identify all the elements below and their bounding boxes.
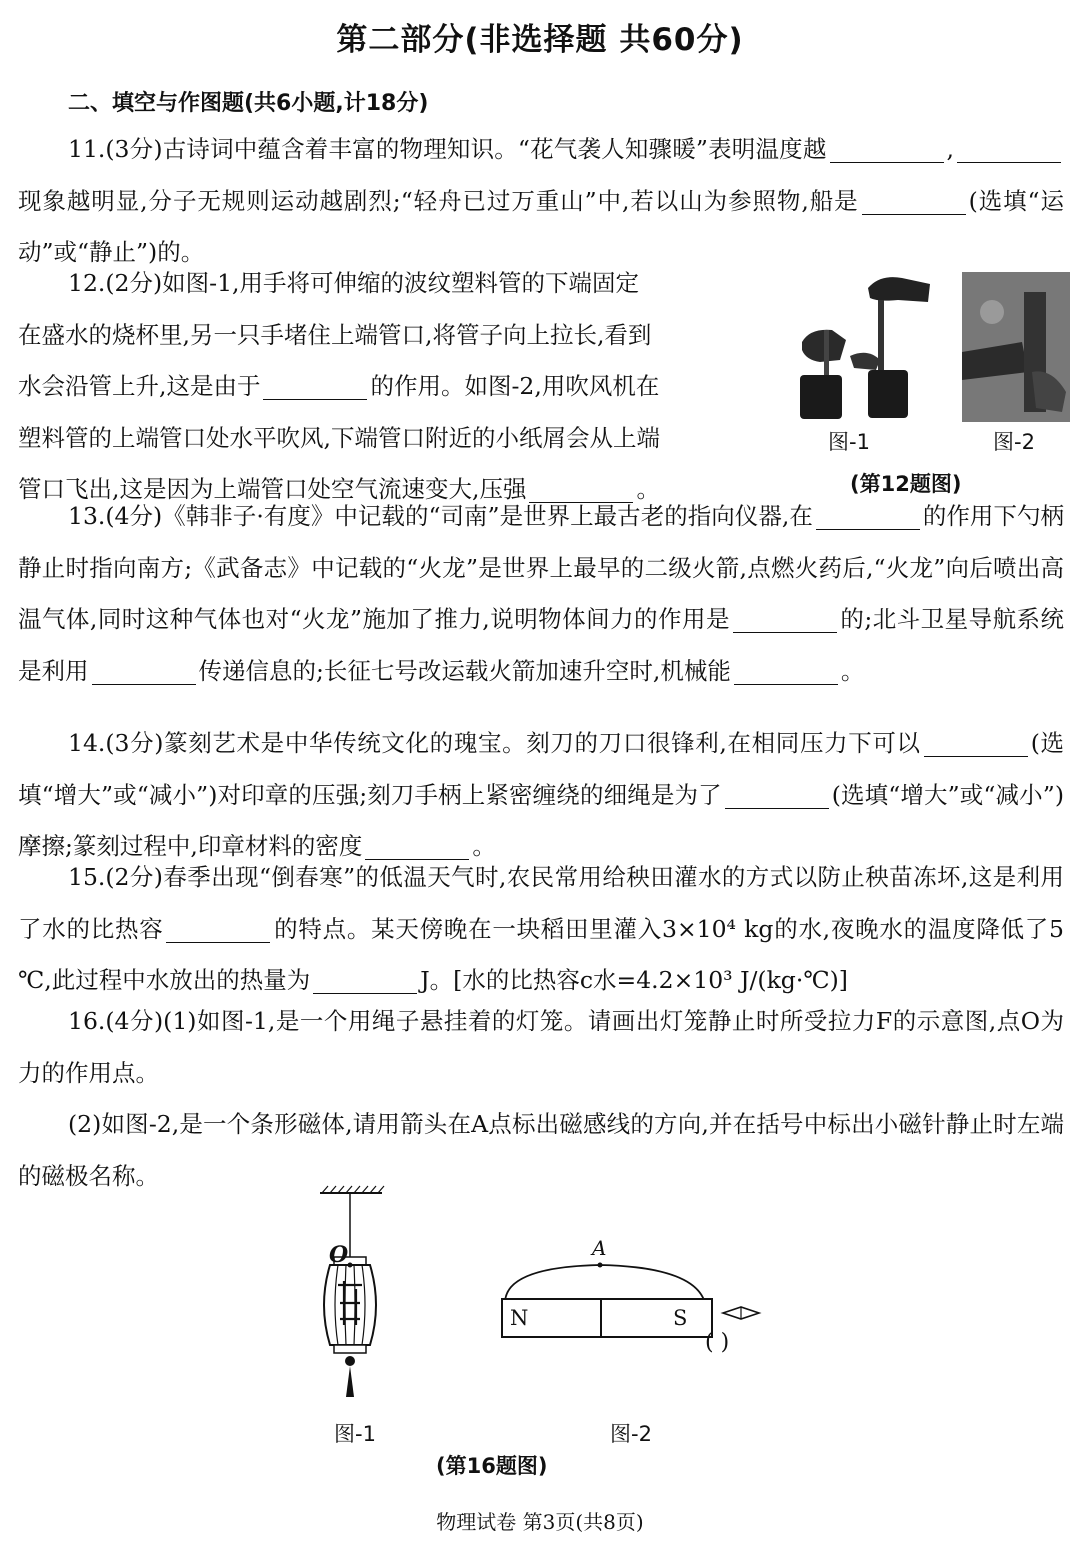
q15-text-1: 15.(2分)春季出现“倒春寒”的低温天气时,农民常用给秧田灌水的方式以防止秧苗冻坏,这是利用了水的比热容 [18,863,1064,943]
q11-blank-3[interactable] [862,184,966,215]
q13-blank-3[interactable] [92,654,196,685]
question-15 [18,852,1064,1007]
q16-label-a: A [592,1236,607,1260]
q14-text-4: 。 [472,832,496,860]
q13-text-2: 的作用下勺柄静止时指向南方;《武备志》中记载的“火龙”是世界上最早的二级火箭,点燃火药后,“火龙”向后喷出高温气体,同时这种气体也对“火龙”施加了推力,说明物体间力的作用是 [18,502,1064,633]
q16-label-s: S [673,1306,688,1330]
q11-text-4: (选填“运动”或“静止”)的。 [18,186,1064,266]
q13-text-3: 的;北斗卫星导航系统是利用 [18,605,1065,685]
q13-blank-1[interactable] [816,499,920,530]
q15-blank-2[interactable] [313,963,417,994]
q16-part-2: (2)如图-2,是一个条形磁体,请用箭头在A点标出磁感线的方向,并在括号中标出小磁针静止时左端的磁极名称。 [18,1110,1064,1190]
q12-line-2: 在盛水的烧杯里,另一只手堵住上端管口,将管子向上拉长,看到 [18,320,652,349]
q15-blank-1[interactable] [166,912,270,943]
page-footer: 物理试卷 第3页(共8页) [436,1510,644,1534]
question-11: 11.(3分)古诗词中蕴含着丰富的物理知识。“花气袭人知骤暖”表明温度越 ,现象越明显,分子无规则运动越剧烈;“轻舟已过万重山”中,若以山为参照物,船是 (选填“运动”或“静止”)的。 [18,124,1064,279]
q13-text-5: 。 [840,656,865,685]
section-heading: 二、填空与作图题(共6小题,计18分) [68,91,429,116]
q11-blank-1[interactable] [830,132,944,163]
q16-lantern-diagram [300,1185,410,1415]
q12-line-3a: 水会沿管上升,这是由于 [18,372,261,400]
q12-line-1: 12.(2分)如图-1,用手将可伸缩的波纹塑料管的下端固定 [68,269,640,297]
q16-magnet-diagram [485,1255,785,1355]
q11-text-2: 现象越明显,分子无规则运动越剧烈;“轻舟已过万重山”中,若以山为参照物, [18,186,809,215]
q12-figure-1-caption: 图-1 [828,430,870,454]
q13-blank-4[interactable] [734,654,838,685]
q12-blank-1[interactable] [263,369,367,400]
q12-line-3b: 的作用。如图-2,用吹风机在 [370,372,660,400]
q12-line-5b: 。 [636,475,660,503]
q12-figure-1-photo [780,270,950,425]
q12-figure-2-photo [962,272,1070,422]
q11-blank-2[interactable] [957,132,1061,163]
question-14 [18,718,1064,873]
question-12 [18,258,750,516]
q16-bracket-answer[interactable]: ( ) [705,1330,730,1355]
q14-text-1: 14.(3分)篆刻艺术是中华传统文化的瑰宝。刻刀的刀口很锋利,在相同压力下可以 [68,729,921,757]
q13-blank-2[interactable] [733,602,837,633]
q14-blank-1[interactable] [924,726,1028,757]
q14-text-2: (选填“增大”或“减小”)对印章的压强;刻刀手柄上紧密缠绕的细绳是为了 [18,729,1065,809]
q16-figure-1-caption: 图-1 [334,1422,376,1446]
q11-text-3: 船是 [808,186,859,215]
q16-part-1: 16.(4分)(1)如图-1,是一个用绳子悬挂着的灯笼。请画出灯笼静止时所受拉力F的示意图,点O为力的作用点。 [18,1007,1064,1087]
part-title: 第二部分(非选择题 共60分) [336,22,744,58]
question-16 [18,996,1064,1202]
q16-figure-2-caption: 图-2 [610,1422,652,1446]
q12-figure-title: (第12题图) [850,472,962,496]
q15-text-3: J。[水的比热容c水=4.2×10³ J/(kg·℃)] [420,966,848,994]
q12-figure-2-caption: 图-2 [993,430,1035,454]
q12-line-5a: 管口飞出,这是因为上端管口处空气流速变大,压强 [18,475,527,503]
q15-text-2: 的特点。某天傍晚在一块稻田里灌入3×10⁴ kg的水,夜晚水的温度降低了5 ℃,此过程中水放出的热量为 [18,914,1064,994]
q11-text-1: 11.(3分)古诗词中蕴含着丰富的物理知识。“花气袭人知骤暖”表明温度越 [68,135,827,163]
q16-label-n: N [510,1306,529,1330]
q16-label-o: O [329,1242,349,1268]
q13-text-4: 传递信息的;长征七号改运载火箭加速升空时,机械能 [198,656,731,685]
q16-figure-title: (第16题图) [436,1454,548,1478]
q13-text-1: 13.(4分)《韩非子·有度》中记载的“司南”是世界上最古老的指向仪器,在 [68,502,813,530]
q14-text-3: (选填“增大”或“减小”)摩擦;篆刻过程中,印章材料的密度 [18,780,1064,860]
question-13 [18,491,1064,697]
q14-blank-2[interactable] [725,778,829,809]
q12-line-4: 塑料管的上端管口处水平吹风,下端管口附近的小纸屑会从上端 [18,423,660,452]
